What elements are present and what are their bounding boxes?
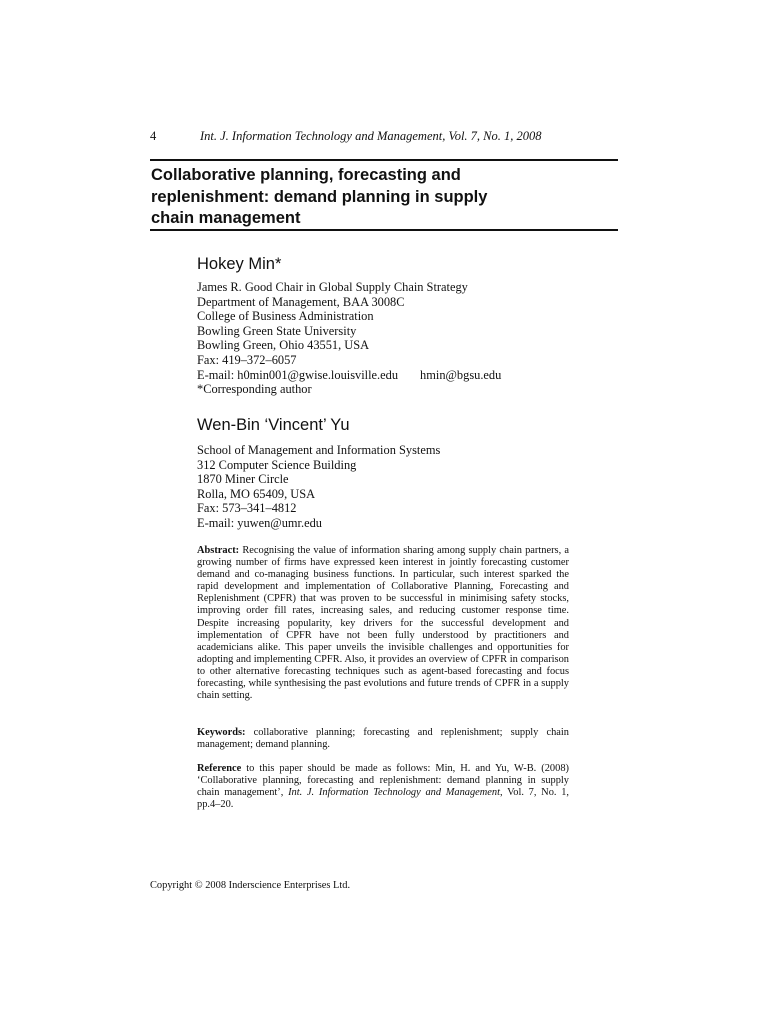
affiliation-line: College of Business Administration [197,309,374,324]
author-affiliation [197,443,577,531]
email-link[interactable]: E-mail: yuwen@umr.edu [197,515,322,530]
title-bottom-rule [150,229,618,231]
affiliation-line: Bowling Green State University [197,323,357,338]
title-line: replenishment: demand planning in supply [151,187,488,206]
affiliation-line: Fax: 419–372–6057 [197,352,297,367]
affiliation-line: Fax: 573–341–4812 [197,501,297,516]
reference-journal: Int. J. Information Technology and Management [288,787,500,799]
affiliation-line: Bowling Green, Ohio 43551, USA [197,338,370,353]
abstract-label: Abstract: [197,545,240,556]
reference-text: , Vol. 7, No. 1, pp.4–20. [197,787,569,811]
paper-title [151,165,591,230]
keywords-text: collaborative planning; forecasting and replenishment; supply chain management; demand planning. [197,727,569,751]
copyright-notice: Copyright © 2008 Inderscience Enterprises Ltd. [150,880,351,891]
reference [197,763,569,811]
reference-label: Reference [197,763,242,774]
author-name: Hokey Min* [197,255,282,273]
email-link[interactable]: E-mail: h0min001@gwise.louisville.edu [197,367,399,382]
title-top-rule [150,159,618,161]
title-line: chain management [151,209,301,227]
author-affiliation [197,280,577,397]
affiliation-line: School of Management and Information Systems [197,443,441,457]
abstract-text: Recognising the value of information sharing among supply chain partners, a growing number of firms have expressed keen interest in jointly forecasting customer demand and co-managing business functions. In particular, such interest sparked the rapid development and implementation of Collaborative Planning, Forecasting and Replenishment (CPFR) that was proven to be successful in minimising safety stocks, improving order fill rates, increasing sales, and reducing customer response time. Despite increasing popularity, key drivers for the successful development and implementation of CPFR have not been fully understood by practitioners and academicians alike. This paper unveils the invisible challenges and opportunities for adopting and implementing CPFR. Also, it provides an overview of CPFR in comparison to other alternative forecasting techniques such as agent-based forecasting and focus forecasting, while synthesising the past evolutions and future trends of CPFR in a supply chain setting. [197,545,569,702]
page-number: 4 [150,129,157,143]
reference-text: to this paper should be made as follows: Min, H. and Yu, W-B. (2008) ‘Collaborative planning, forecasting and replenishment: demand planning in supply chain management’, [197,763,569,799]
affiliation-line: James R. Good Chair in Global Supply Chain Strategy [197,280,468,294]
journal-citation: Int. J. Information Technology and Management, Vol. 7, No. 1, 2008 [200,129,542,143]
abstract [197,545,569,702]
affiliation-line: 312 Computer Science Building [197,457,357,472]
affiliation-line: Department of Management, BAA 3008C [197,294,405,309]
affiliation-line: Rolla, MO 65409, USA [197,486,316,501]
corresponding-note: *Corresponding author [197,382,312,397]
keywords-label: Keywords: [197,727,246,738]
email-line [197,368,577,383]
author-name: Wen-Bin ‘Vincent’ Yu [197,416,350,434]
title-line: Collaborative planning, forecasting and [151,166,461,184]
email-link[interactable]: hmin@bgsu.edu [420,367,502,382]
keywords [197,727,569,751]
affiliation-line: 1870 Miner Circle [197,472,289,487]
running-header [150,129,620,147]
